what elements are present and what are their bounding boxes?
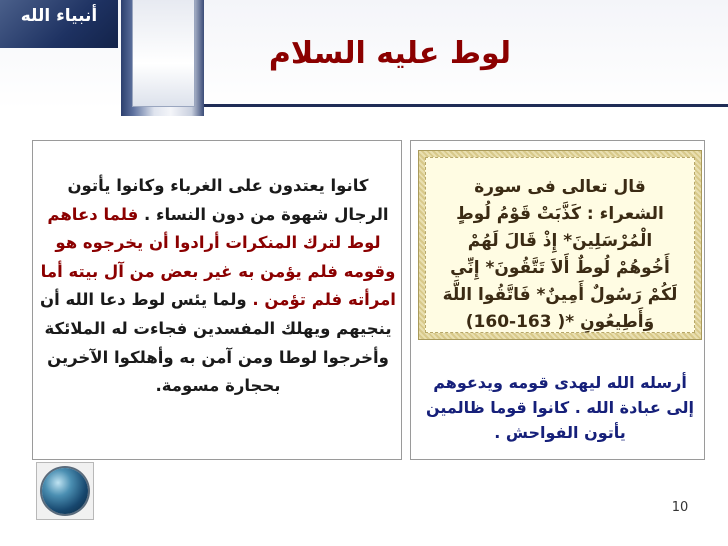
narrative-text (40, 172, 396, 401)
narrative-part-1: كانوا يعتدون على الغرباء وكانوا يأتون الرجال شهوة من دون النساء . (67, 176, 389, 224)
orb-icon-frame (36, 462, 94, 520)
quran-verse-text: قال تعالى فى سورة الشعراء : كَذَّبَتْ قَوْمُ لُوطٍ الْمُرْسَلِينَ* إِذْ قَالَ لَهُمْ أَخُوهُمْ لُوطٌ أَلاَ تَتَّقُونَ* إِنِّي لَكُمْ رَسُولٌ أَمِينٌ* فَاتَّقُوا اللَّهَ وَأَطِيعُونِ * (442, 177, 678, 332)
title-underline (204, 104, 728, 107)
quran-verse (440, 174, 680, 336)
corner-label: أنبياء الله (20, 6, 98, 26)
quran-verse-inner (425, 157, 695, 333)
verse-reference: (160-163 ) (465, 312, 566, 332)
narrative-emphasis: فلما دعاهم لوط لترك المنكرات أرادوا أن يخرجوه هو وقومه فلم يؤمن به غير بعض من آل بيته أما امرأته فلم تؤمن . (40, 204, 396, 310)
decorative-frame-inner (132, 0, 195, 107)
globe-orb-icon (42, 468, 88, 514)
slide-title: لوط عليه السلام (268, 36, 512, 71)
page-number: 10 (671, 500, 689, 515)
quran-verse-box (418, 150, 702, 340)
corner-tab (0, 0, 118, 48)
narrative-part-3: ولما يئس لوط دعا الله أن ينجيهم ويهلك المفسدين فجاءت له الملائكة وأخرجوا لوطا ومن آمن به وأهلكوا الآخرين بحجارة مسومة. (40, 290, 392, 396)
summary-text: أرسله الله ليهدى قومه ويدعوهم إلى عبادة الله . كانوا قوما ظالمين يأتون الفواحش . (425, 373, 695, 442)
